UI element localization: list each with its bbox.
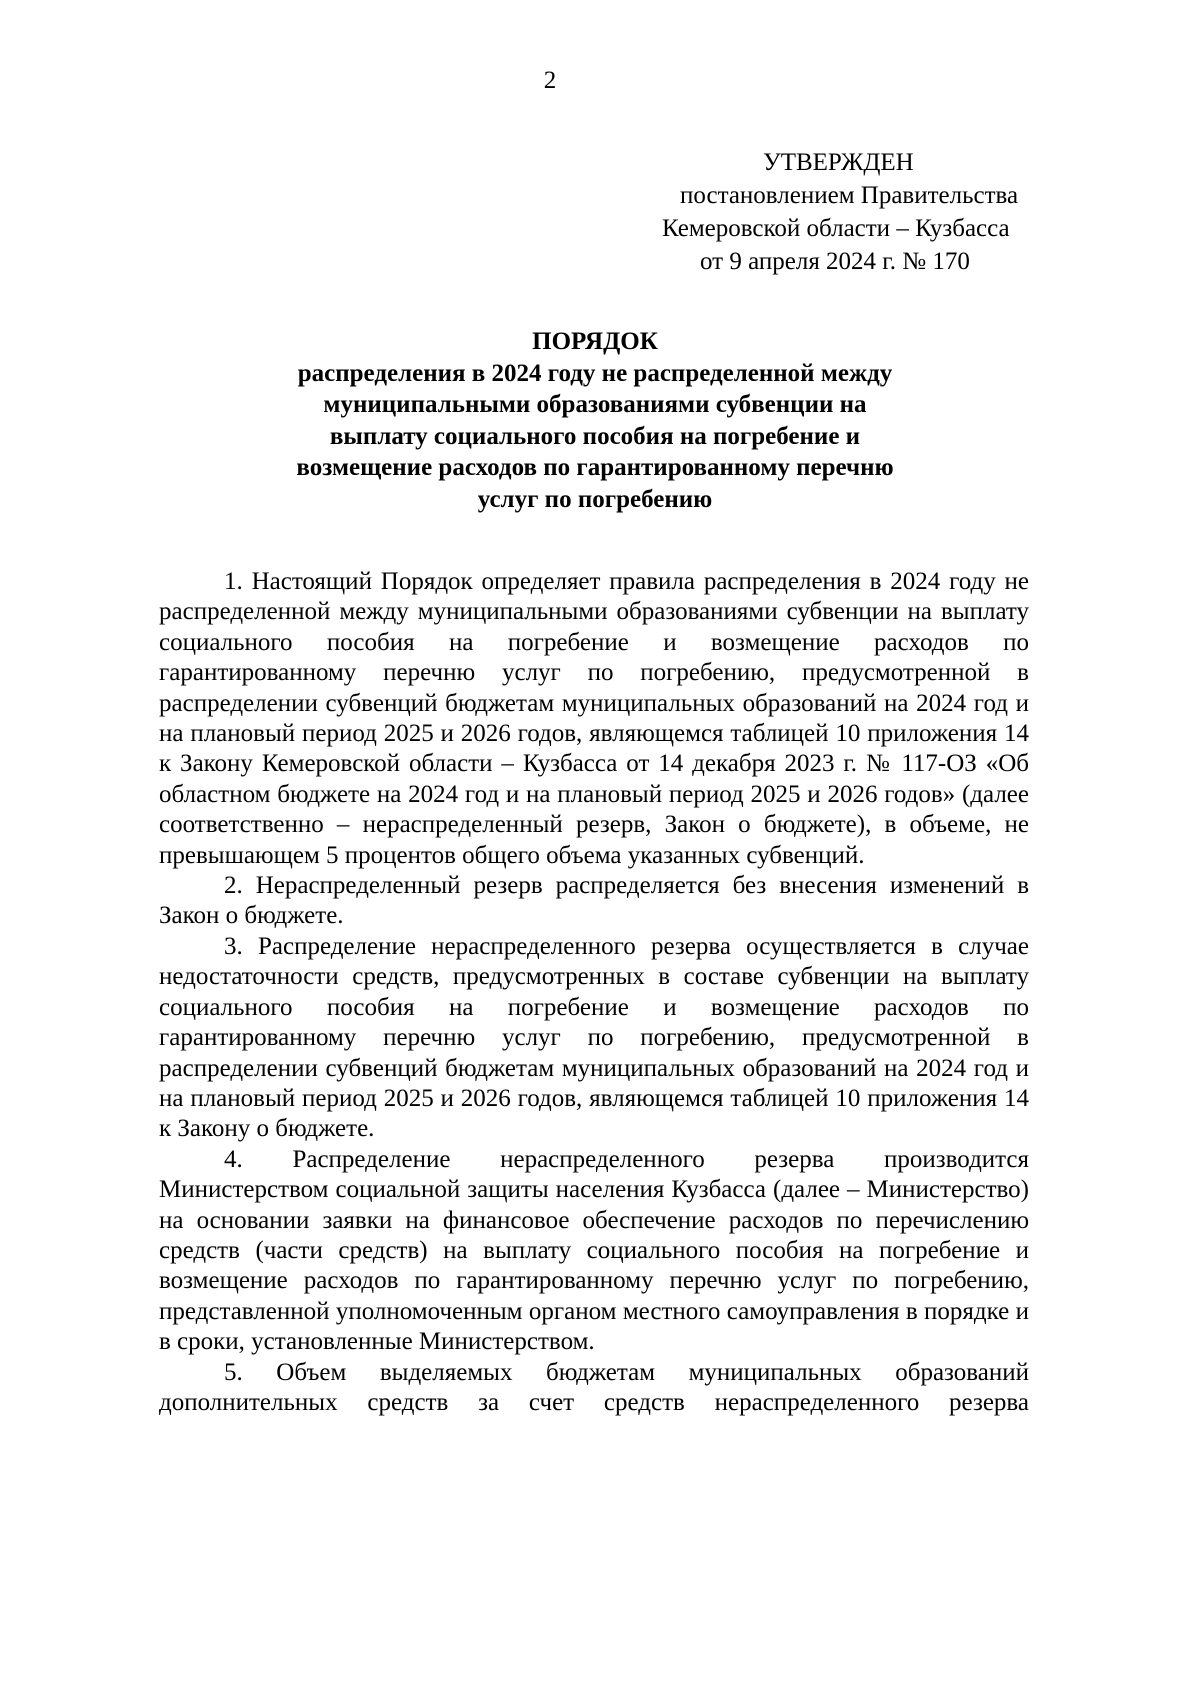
paragraph-4: 4. Распределение нераспределенного резерва производится Министерством социальной защиты населения Кузбасса (далее – Министерство) на основании заявки на финансовое обеспечение расходов по перечислению средств (части средств) на выплату социального пособия на погребение и возмещение расходов по гарантированному перечню услуг по погребению, представленной уполномоченным органом местного самоуправления в порядке и в сроки, установленные Министерством. (159, 1145, 1029, 1356)
page-number: 2 (543, 67, 557, 94)
title-line: выплату социального пособия на погребение и (329, 422, 861, 450)
paragraph-5: 5. Объем выделяемых бюджетам муниципальных образований дополнительных средств за счет средств нераспределенного резерва (159, 1358, 1029, 1416)
title-line: возмещение расходов по гарантированному перечню (296, 454, 894, 481)
document-body (159, 567, 1029, 1418)
paragraph-2: 2. Нераспределенный резерв распределяется без внесения изменений в Закон о бюджете. (159, 872, 1029, 930)
title-heading: ПОРЯДОК (532, 328, 658, 355)
document-title (200, 326, 990, 515)
approval-decree: постановлением Правительства (680, 182, 1019, 209)
title-line: муниципальными образованиями субвенции на (323, 391, 867, 418)
approval-date-number: от 9 апреля 2024 г. № 170 (700, 248, 970, 275)
title-line: распределения в 2024 году не распределенной между (297, 359, 893, 387)
paragraph-1: 1. Настоящий Порядок определяет правила распределения в 2024 году не распределенной между муниципальными образованиями субвенции на выплату социального пособия на погребение и возмещение расходов по гарантированному перечню услуг по погребению, предусмотренной в распределении субвенций бюджетам муниципальных образований на 2024 год и на плановый период 2025 и 2026 годов, являющемся таблицей 10 приложения 14 к Закону Кемеровской области – Кузбасса от 14 декабря 2023 г. № 117-ОЗ «Об областном бюджете на 2024 год и на плановый период 2025 и 2026 годов» (далее соответственно – нераспределенный резерв, Закон о бюджете), в объеме, не превышающем 5 процентов общего объема указанных субвенций. (159, 568, 1029, 869)
paragraph-3: 3. Распределение нераспределенного резерва осуществляется в случае недостаточности средств, предусмотренных в составе субвенции на выплату социального пособия на погребение и возмещение расходов по гарантированному перечню услуг по погребению, предусмотренной в распределении субвенций бюджетам муниципальных образований на 2024 год и на плановый период 2025 и 2026 годов, являющемся таблицей 10 приложения 14 к Закону о бюджете. (159, 932, 1029, 1143)
approval-region: Кемеровской области – Кузбасса (662, 215, 1010, 242)
title-line: услуг по погребению (477, 485, 713, 513)
approval-status: УТВЕРЖДЕН (763, 149, 914, 176)
